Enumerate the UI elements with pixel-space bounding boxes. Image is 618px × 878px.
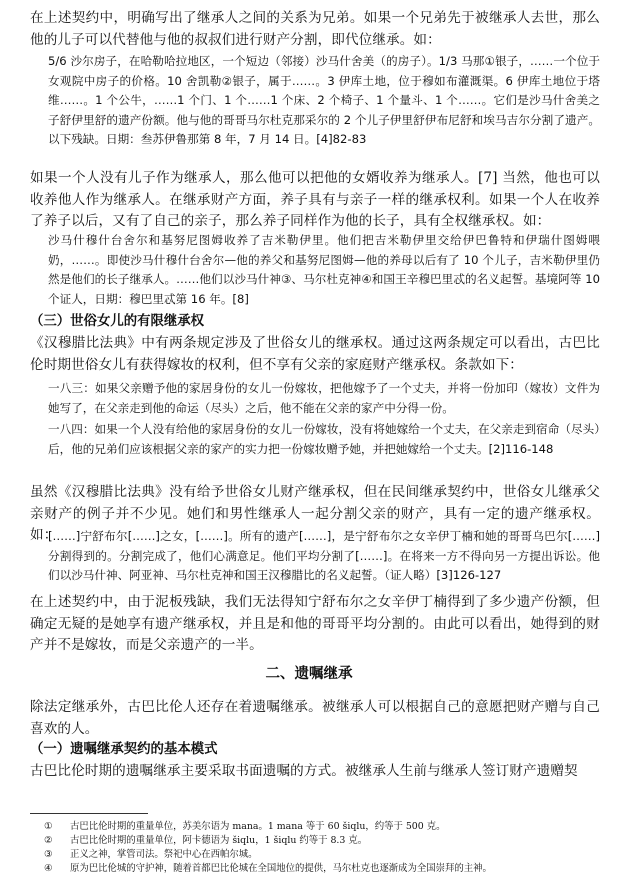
paragraph-contract-analysis: 在上述契约中，由于泥板残缺，我们无法得知宁舒布尔之女辛伊丁楠得到了多少遗产份额，但确定无疑的是她享有遗产继承权，并且是和他的哥哥平均分割的。由此可以看出，她得到的财产并不是嫁妆，而是父亲遗产的一半。 — [30, 594, 600, 653]
chapter-heading-testamentary: 二、遗嘱继承 — [265, 666, 353, 682]
footnote-2: ② 古巴比伦时期的重量单位，阿卡德语为 šiqlu，1 šiqlu 约等于 8.3 克。 — [44, 835, 368, 846]
footnote-3: ③ 正义之神，掌管司法。祭祀中心在西帕尔城。 — [44, 849, 258, 860]
paragraph-testamentary-intro: 除法定继承外，古巴比伦人还存在着遗嘱继承。被继承人可以根据自己的意愿把财产赠与自己喜欢的人。 — [30, 699, 600, 737]
paragraph-daughters-examples: 虽然《汉穆腊比法典》没有给予世俗女儿财产继承权，但在民间继承契约中，世俗女儿继承父亲财产的例子并不少见。她们和男性继承人一起分割父亲的财产，具有一定的遗产继承权。如： — [30, 484, 600, 543]
footnote-4: ④ 原为巴比伦城的守护神，随着首都巴比伦城在全国地位的提供，马尔杜克也逐渐成为全国崇拜的主神。 — [44, 863, 492, 874]
quote-ninshubur-daughter-contract: [……]宁舒布尔[……]之女，[……]。所有的遗产[……]，是宁舒布尔之女辛伊丁楠和她的哥哥乌巴尔[……]分割得到的。分割完成了，他们心满意足。他们平均分割了[……]。在将来一方不得向另一方提出诉讼。他们以沙马什神、阿亚神、马尔杜克神和国王汉穆腊比的名义起誓。（证人略）[3]126-127 — [48, 529, 600, 582]
quote-adoption-contract: 沙马什穆什台舍尔和基努尼图姆收养了吉米勒伊里。他们把吉米勒伊里交给伊巴鲁特和伊瑞什图姆喂奶，……。即使沙马什穆什台舍尔—他的养父和基努尼图姆—他的养母以后有了 10 个儿子，吉米勒伊里仍然是他们的长子继承人。……他们以沙马什神③、马尔杜克神④和国王辛穆巴里忒的名义起誓。基境阿等 10 个证人，日期：穆巴里忒第 16 年。[8] — [48, 233, 600, 306]
footnote-1: ① 古巴比伦时期的重量单位，苏美尔语为 mana。1 mana 等于 60 šiqlu，约等于 500 克。 — [44, 821, 446, 832]
paragraph-code-of-hammurabi: 《汉穆腊比法典》中有两条规定涉及了世俗女儿的继承权。通过这两条规定可以看出，古巴比伦时期世俗女儿有获得嫁妆的权利，但不享有父亲的家庭财产继承权。条款如下： — [30, 335, 600, 373]
paragraph-intro-sibling-inheritance: 在上述契约中，明确写出了继承人之间的关系为兄弟。如果一个兄弟先于被继承人去世，那么他的儿子可以代替他与他的叔叔们进行财产分割，即代位继承。如： — [30, 10, 600, 48]
quote-law-183: 一八三：如果父亲赠予他的家居身份的女儿一份嫁妆，把他嫁予了一个丈夫，并将一份加印（嫁妆）文件为她写了，在父亲走到他的命运（尽头）之后，他不能在父亲的家产中分得一份。 — [48, 381, 600, 415]
paragraph-written-will: 古巴比伦时期的遗嘱继承主要采取书面遗嘱的方式。被继承人生前与继承人签订财产遗赠契 — [30, 763, 578, 779]
quote-contract-shamash-shemei: 5/6 沙尔房子，在哈勒哈拉地区，一个短边（邻接）沙马什舍美（的房子）。1/3 马那①银子，……一个位于女观院中房子的价格。10 舍凯勒②银子，属于……。3 伊库土地，位于穆如布灌溉渠。6 伊库土地位于塔维……。1 个公牛，……1 个门、1 个……1 个床、2 个椅子、1 个量斗、1 个……。它们是沙马什舍美之子舒伊里舒的遗产份额。他与他的哥哥马尔杜克那采尔的 2 个儿子伊里舒伊布尼舒和埃马吉尔分割了遗产。以下残缺。日期：叁苏伊鲁那第 8 年，7 月 14 日。[4]82-83 — [48, 54, 600, 146]
paragraph-adoption: 如果一个人没有儿子作为继承人，那么他可以把他的女婿收养为继承人。[7] 当然，他也可以收养他人作为继承人。在继承财产方面，养子具有与亲子一样的继承权利。如果一个人在收养了养子以后，又有了自己的亲子，那么养子同样作为他的长子，具有全权继承权。如： — [30, 170, 600, 229]
footnote-divider — [30, 813, 148, 814]
section-heading-basic-model: （一）遗嘱继承契约的基本模式 — [30, 742, 218, 757]
section-heading-daughters: （三）世俗女儿的有限继承权 — [30, 314, 205, 329]
quote-law-184: 一八四：如果一个人没有给他的家居身份的女儿一份嫁妆，没有将她嫁给一个丈夫，在父亲走到宿命（尽头）后，他的兄弟们应该根据父亲的家产的实力把一份嫁妆赠予她，并把她嫁给一个丈夫。[2]116-148 — [48, 422, 600, 456]
